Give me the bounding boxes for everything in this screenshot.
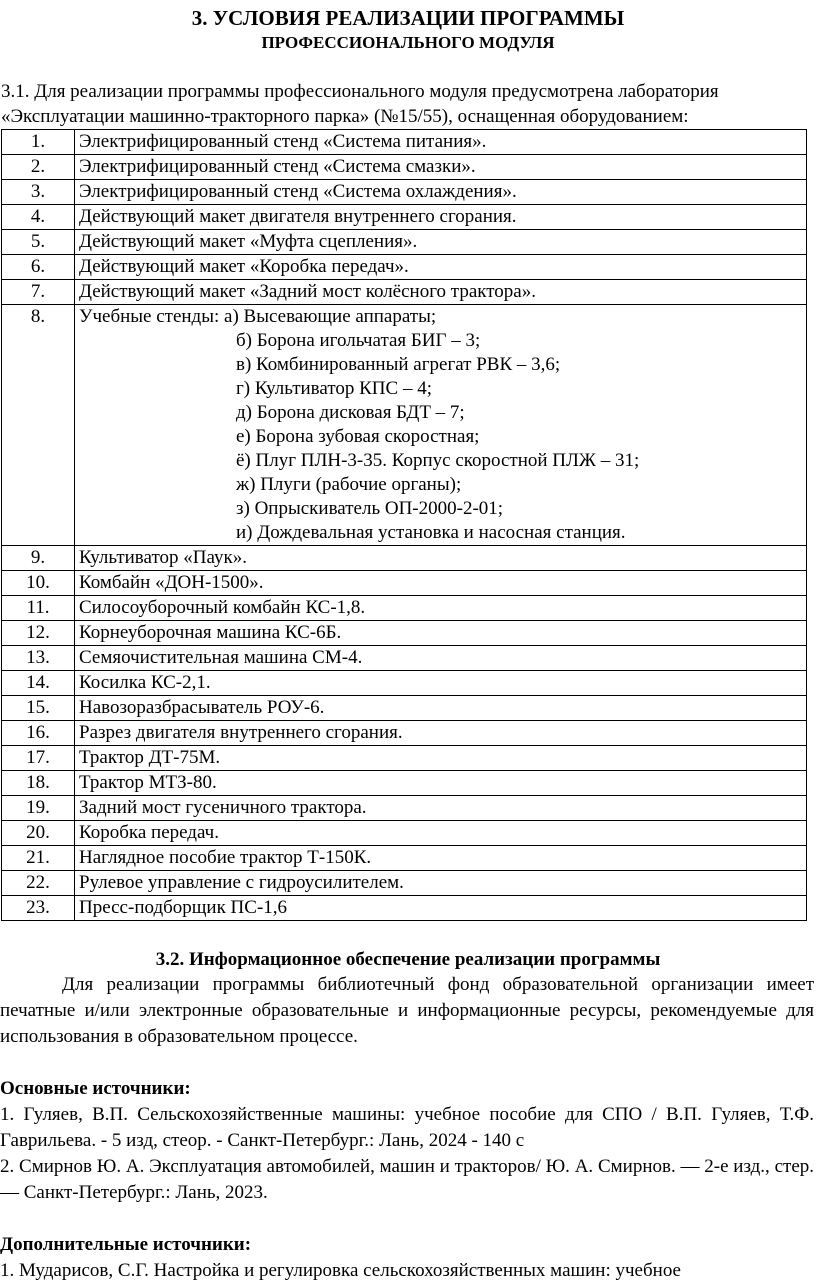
row-main-text: Электрифицированный стенд «Система смазки».: [79, 156, 476, 177]
row-number: 12.: [2, 621, 75, 646]
row-number: 13.: [2, 646, 75, 671]
table-row: [2, 305, 807, 546]
table-row: [2, 205, 807, 230]
row-text: [75, 746, 807, 771]
page-subtitle: ПРОФЕССИОНАЛЬНОГО МОДУЛЯ: [261, 33, 555, 52]
row-text: [75, 155, 807, 180]
table-row: [2, 746, 807, 771]
row-text: [75, 871, 807, 896]
row-number: 22.: [2, 871, 75, 896]
table-row: [2, 130, 807, 155]
row-main-text: Рулевое управление с гидроусилителем.: [79, 872, 404, 893]
row-sub-item: ё) Плуг ПЛН-3-35. Корпус скоростной ПЛЖ – 31;: [236, 450, 640, 471]
main-sources-title: Основные источники:: [0, 1078, 191, 1099]
row-main-text: Действующий макет «Муфта сцепления».: [79, 231, 418, 252]
table-row: [2, 846, 807, 871]
row-number: 15.: [2, 696, 75, 721]
row-text: [75, 621, 807, 646]
row-text: [75, 280, 807, 305]
table-row: [2, 255, 807, 280]
row-sub-item: г) Культиватор КПС – 4;: [236, 378, 432, 399]
table-row: [2, 621, 807, 646]
row-number: 16.: [2, 721, 75, 746]
table-row: [2, 230, 807, 255]
row-text: [75, 230, 807, 255]
row-text: [75, 255, 807, 280]
table-row: [2, 871, 807, 896]
row-main-text: Коробка передач.: [79, 822, 219, 843]
main-source-item: 2. Смирнов Ю. А. Эксплуатация автомобилей, машин и тракторов/ Ю. А. Смирнов. — 2-е изд., стер. — Санкт-Петербург.: Лань, 2023.: [0, 1156, 814, 1203]
page-title: 3. УСЛОВИЯ РЕАЛИЗАЦИИ ПРОГРАММЫ: [191, 6, 625, 30]
row-sub-item: в) Комбинированный агрегат РВК – 3,6;: [236, 354, 561, 375]
table-row: [2, 771, 807, 796]
equipment-table: [1, 129, 807, 921]
row-text: [75, 846, 807, 871]
row-sub-item: з) Опрыскиватель ОП-2000-2-01;: [236, 498, 504, 519]
section-title: 3.2. Информационное обеспечение реализации программы: [155, 949, 661, 970]
row-main-text: Комбайн «ДОН-1500».: [79, 572, 264, 593]
row-text: [75, 205, 807, 230]
main-source-item: 1. Гуляев, В.П. Сельскохозяйственные машины: учебное пособие для СПО / В.П. Гуляев, Т.Ф. Гаврильева. - 5 изд, стеор. - Санкт-Петербург.: Лань, 2024 - 140 с: [0, 1104, 814, 1151]
row-number: 11.: [2, 596, 75, 621]
row-main-text: Трактор МТЗ-80.: [79, 772, 217, 793]
table-row: [2, 155, 807, 180]
row-text: [75, 571, 807, 596]
row-number: 21.: [2, 846, 75, 871]
row-number: 5.: [2, 230, 75, 255]
extra-source-item: 1. Мударисов, С.Г. Настройка и регулировка сельскохозяйственных машин: учебное: [0, 1260, 681, 1281]
row-main-text: Задний мост гусеничного трактора.: [79, 797, 367, 818]
section-paragraph: Для реализации программы библиотечный фонд образовательной организации имеет печатные и/или электронные образовательные и информационные ресурсы, рекомендуемые для использования в образовательном процессе.: [0, 974, 814, 1047]
row-text: [75, 671, 807, 696]
row-number: 18.: [2, 771, 75, 796]
row-sub-item: е) Борона зубовая скоростная;: [236, 426, 480, 447]
row-text: [75, 796, 807, 821]
row-text: [75, 305, 807, 546]
row-main-text: Электрифицированный стенд «Система питания».: [79, 131, 487, 152]
row-sub-item: и) Дождевальная установка и насосная станция.: [236, 522, 626, 543]
row-text: [75, 721, 807, 746]
row-number: 8.: [2, 305, 75, 546]
table-row: [2, 896, 807, 921]
row-sub-item: ж) Плуги (рабочие органы);: [236, 474, 462, 495]
table-row: [2, 646, 807, 671]
row-number: 17.: [2, 746, 75, 771]
table-row: [2, 796, 807, 821]
row-main-text: Учебные стенды: а) Высевающие аппараты;: [79, 306, 437, 327]
table-row: [2, 571, 807, 596]
row-number: 6.: [2, 255, 75, 280]
row-text: [75, 821, 807, 846]
table-row: [2, 671, 807, 696]
table-row: [2, 546, 807, 571]
row-number: 4.: [2, 205, 75, 230]
row-number: 23.: [2, 896, 75, 921]
row-sub-item: д) Борона дисковая БДТ – 7;: [236, 402, 465, 423]
table-row: [2, 696, 807, 721]
table-row: [2, 821, 807, 846]
row-main-text: Косилка КС-2,1.: [79, 672, 211, 693]
row-number: 14.: [2, 671, 75, 696]
row-text: [75, 646, 807, 671]
row-main-text: Трактор ДТ-75М.: [79, 747, 221, 768]
table-row: [2, 180, 807, 205]
intro-paragraph: 3.1. Для реализации программы профессионального модуля предусмотрена лаборатория «Эксплуатации машинно-тракторного парка» (№15/55), оснащенная оборудованием:: [1, 81, 719, 127]
row-main-text: Навозоразбрасыватель РОУ-6.: [79, 697, 325, 718]
row-main-text: Электрифицированный стенд «Система охлаждения».: [79, 181, 517, 202]
row-main-text: Действующий макет «Задний мост колёсного трактора».: [79, 281, 536, 302]
row-text: [75, 696, 807, 721]
row-main-text: Разрез двигателя внутреннего сгорания.: [79, 722, 403, 743]
table-row: [2, 596, 807, 621]
row-text: [75, 180, 807, 205]
row-text: [75, 896, 807, 921]
row-number: 1.: [2, 130, 75, 155]
row-sub-item: б) Борона игольчатая БИГ – 3;: [236, 330, 481, 351]
row-main-text: Семяочистительная машина СМ-4.: [79, 647, 363, 668]
row-main-text: Культиватор «Паук».: [79, 547, 247, 568]
row-main-text: Силосоуборочный комбайн КС-1,8.: [79, 597, 366, 618]
row-text: [75, 130, 807, 155]
row-number: 3.: [2, 180, 75, 205]
table-row: [2, 280, 807, 305]
extra-sources-title: Дополнительные источники:: [0, 1234, 252, 1255]
row-text: [75, 596, 807, 621]
row-main-text: Действующий макет двигателя внутреннего сгорания.: [79, 206, 517, 227]
row-number: 20.: [2, 821, 75, 846]
row-number: 7.: [2, 280, 75, 305]
row-main-text: Корнеуборочная машина КС-6Б.: [79, 622, 342, 643]
row-main-text: Пресс-подборщик ПС-1,6: [79, 897, 288, 918]
row-text: [75, 771, 807, 796]
table-row: [2, 721, 807, 746]
section-information: [0, 947, 816, 1050]
row-number: 9.: [2, 546, 75, 571]
row-number: 2.: [2, 155, 75, 180]
row-number: 10.: [2, 571, 75, 596]
row-main-text: Действующий макет «Коробка передач».: [79, 256, 409, 277]
row-main-text: Наглядное пособие трактор Т-150К.: [79, 847, 372, 868]
row-number: 19.: [2, 796, 75, 821]
row-text: [75, 546, 807, 571]
